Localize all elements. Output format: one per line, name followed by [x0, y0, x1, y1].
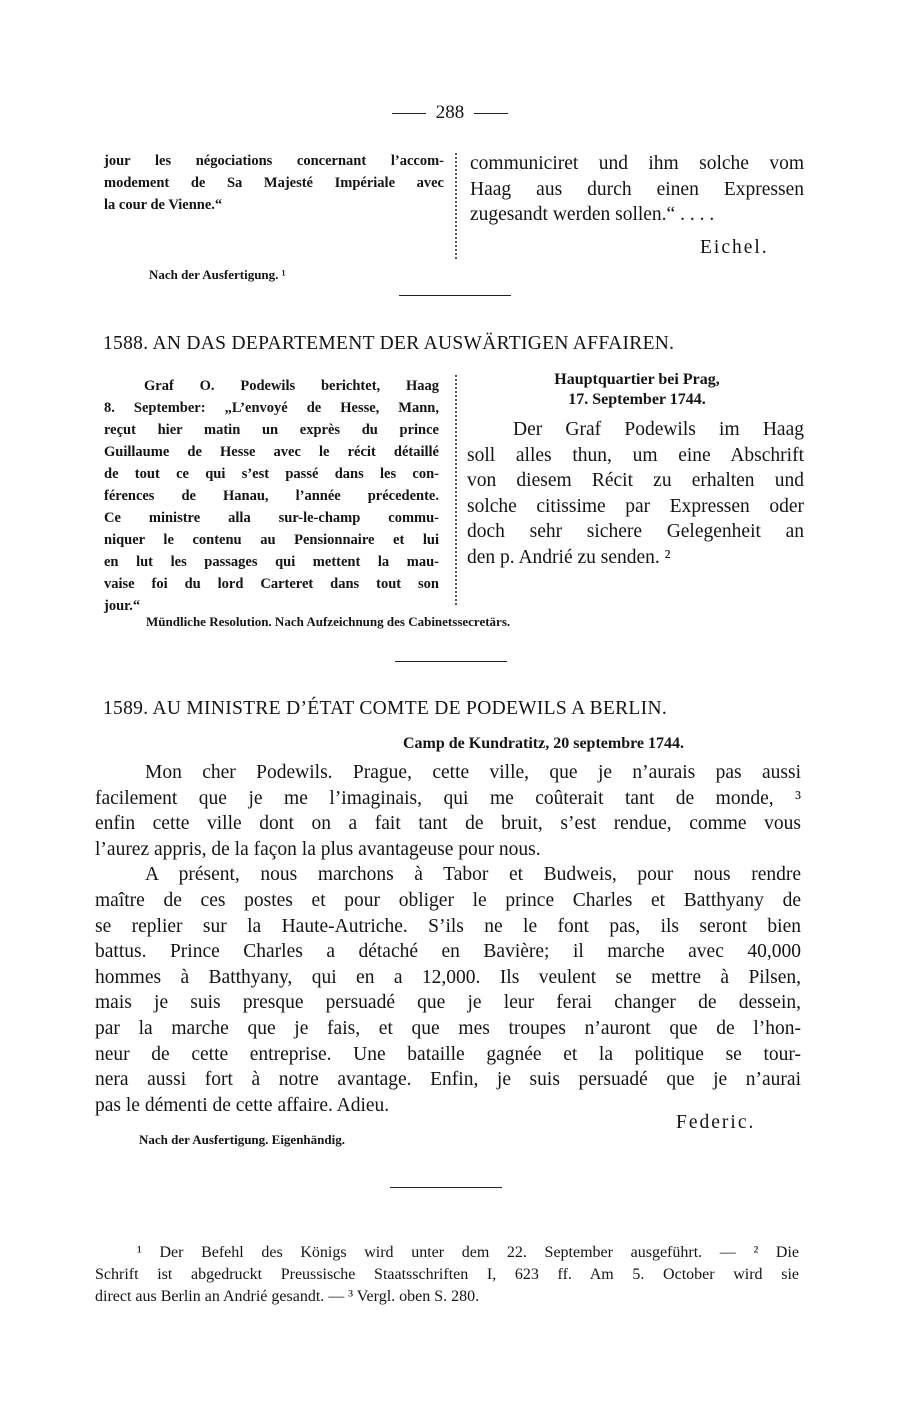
top-column-divider	[455, 153, 457, 259]
letter-1588-column-divider	[455, 375, 457, 605]
source-note-top: Nach der Ausfertigung. ¹	[149, 267, 286, 282]
body-line: maître de ces postes et pour obliger le prince Charles et Batthyany de	[95, 889, 801, 911]
section-rule	[395, 661, 507, 662]
top-left-line: jour les négociations concernant l’accom-	[104, 153, 444, 169]
summary-line: niquer le contenu au Pensionnaire et lui	[104, 532, 439, 548]
resolution-line: von diesem Récit zu erhalten und	[467, 470, 804, 491]
footnote-line: Schrift ist abgedruckt Preussische Staatsschriften I, 623 ff. Am 5. October wird sie	[95, 1266, 799, 1283]
section-rule	[399, 295, 511, 296]
letter-1588-summary	[104, 375, 439, 617]
signature-eichel: Eichel.	[700, 237, 769, 258]
body-line: battus. Prince Charles a détaché en Bavière; il marche avec 40,000	[95, 941, 801, 963]
summary-line: jour.“	[104, 598, 141, 614]
letter-1588-resolution	[467, 417, 804, 570]
resolution-line: Der Graf Podewils im Haag	[513, 419, 804, 440]
letter-1589-body	[95, 760, 801, 1118]
body-line: l’aurez appris, de la façon la plus avantageuse pour nous.	[95, 838, 541, 860]
summary-line: férences de Hanau, l’année précedente.	[104, 488, 439, 504]
summary-line: 8. September: „L’envoyé de Hesse, Mann,	[104, 400, 439, 416]
signature-federic: Federic.	[676, 1112, 756, 1133]
top-right-line: Haag aus durch einen Expressen	[470, 178, 804, 200]
body-line: pas le démenti de cette affaire. Adieu.	[95, 1094, 390, 1116]
page-number-dash-left	[392, 113, 426, 114]
top-left-column	[104, 150, 444, 216]
source-note-1588: Mündliche Resolution. Nach Aufzeichnung des Cabinetssecretärs.	[146, 614, 511, 629]
top-left-line: la cour de Vienne.“	[104, 197, 223, 213]
body-line: mais je suis presque persuadé que je leur ferai changer de dessein,	[95, 992, 801, 1014]
body-line: neur de cette entreprise. Une bataille gagnée et la politique se tour-	[95, 1043, 801, 1065]
summary-line: Guillaume de Hesse avec le récit détaillé	[104, 444, 439, 460]
body-line: facilement que je me l’imaginais, qui me coûterait tant de monde, ³	[95, 787, 801, 809]
summary-line: Ce ministre alla sur-le-champ commu-	[104, 510, 439, 526]
letter-1588-place: Hauptquartier bei Prag,	[554, 371, 720, 388]
footnote-line: ¹ Der Befehl des Königs wird unter dem 22. September ausgeführt. — ² Die	[137, 1244, 799, 1261]
top-right-line: communiciret und ihm solche vom	[470, 153, 804, 174]
section-rule	[390, 1187, 502, 1188]
letter-1588-date: 17. September 1744.	[568, 391, 706, 408]
summary-line: reçut hier matin un exprès du prince	[104, 422, 439, 438]
body-line: enfin cette ville dont on a fait tant de bruit, s’est rendue, comme vous	[95, 813, 801, 835]
top-right-column	[470, 151, 804, 228]
body-line: A présent, nous marchons à Tabor et Budweis, pour nous rendre	[145, 864, 801, 886]
resolution-line: soll alles thun, um eine Abschrift	[467, 444, 804, 466]
footnotes	[95, 1242, 799, 1308]
body-line: par la marche que je fais, et que mes troupes n’auront que de l’hon-	[95, 1017, 801, 1039]
summary-line: vaise foi du lord Carteret dans tout son	[104, 576, 439, 592]
letter-1588-dateline	[470, 370, 804, 410]
top-left-line: modement de Sa Majesté Impériale avec	[104, 175, 444, 191]
letter-1588-heading: 1588. AN DAS DEPARTEMENT DER AUSWÄRTIGEN AFFAIREN.	[103, 333, 675, 354]
resolution-line: solche citissime par Expressen oder	[467, 495, 804, 517]
letter-1589-heading: 1589. AU MINISTRE D’ÉTAT COMTE DE PODEWILS A BERLIN.	[103, 698, 667, 719]
body-line: hommes à Batthyany, qui en a 12,000. Ils veulent se mettre à Pilsen,	[95, 966, 801, 988]
page-number-line	[0, 102, 900, 124]
body-line: nera aussi fort à notre avantage. Enfin, je suis persuadé que je n’aurai	[95, 1069, 801, 1091]
body-line: Mon cher Podewils. Prague, cette ville, que je n’aurais pas aussi	[145, 762, 801, 783]
summary-line: en lut les passages qui mettent la mau-	[104, 554, 439, 570]
source-note-1589: Nach der Ausfertigung. Eigenhändig.	[139, 1132, 345, 1147]
resolution-line: den p. Andrié zu senden. ²	[467, 546, 671, 568]
summary-line: Graf O. Podewils berichtet, Haag	[144, 378, 439, 394]
letter-1589-place-date: Camp de Kundratitz, 20 septembre 1744.	[403, 735, 685, 752]
page-number-dash-right	[474, 113, 508, 114]
top-right-line: zugesandt werden sollen.“ . . . .	[470, 204, 715, 225]
footnote-line: direct aus Berlin an Andrié gesandt. — ³ Vergl. oben S. 280.	[95, 1288, 480, 1305]
resolution-line: doch sehr sichere Gelegenheit an	[467, 521, 804, 542]
summary-line: de tout ce qui s’est passé dans les con-	[104, 466, 439, 482]
body-line: se replier sur la Haute-Autriche. S’ils ne le font pas, ils seront bien	[95, 915, 801, 937]
page-number: 288	[435, 102, 465, 123]
